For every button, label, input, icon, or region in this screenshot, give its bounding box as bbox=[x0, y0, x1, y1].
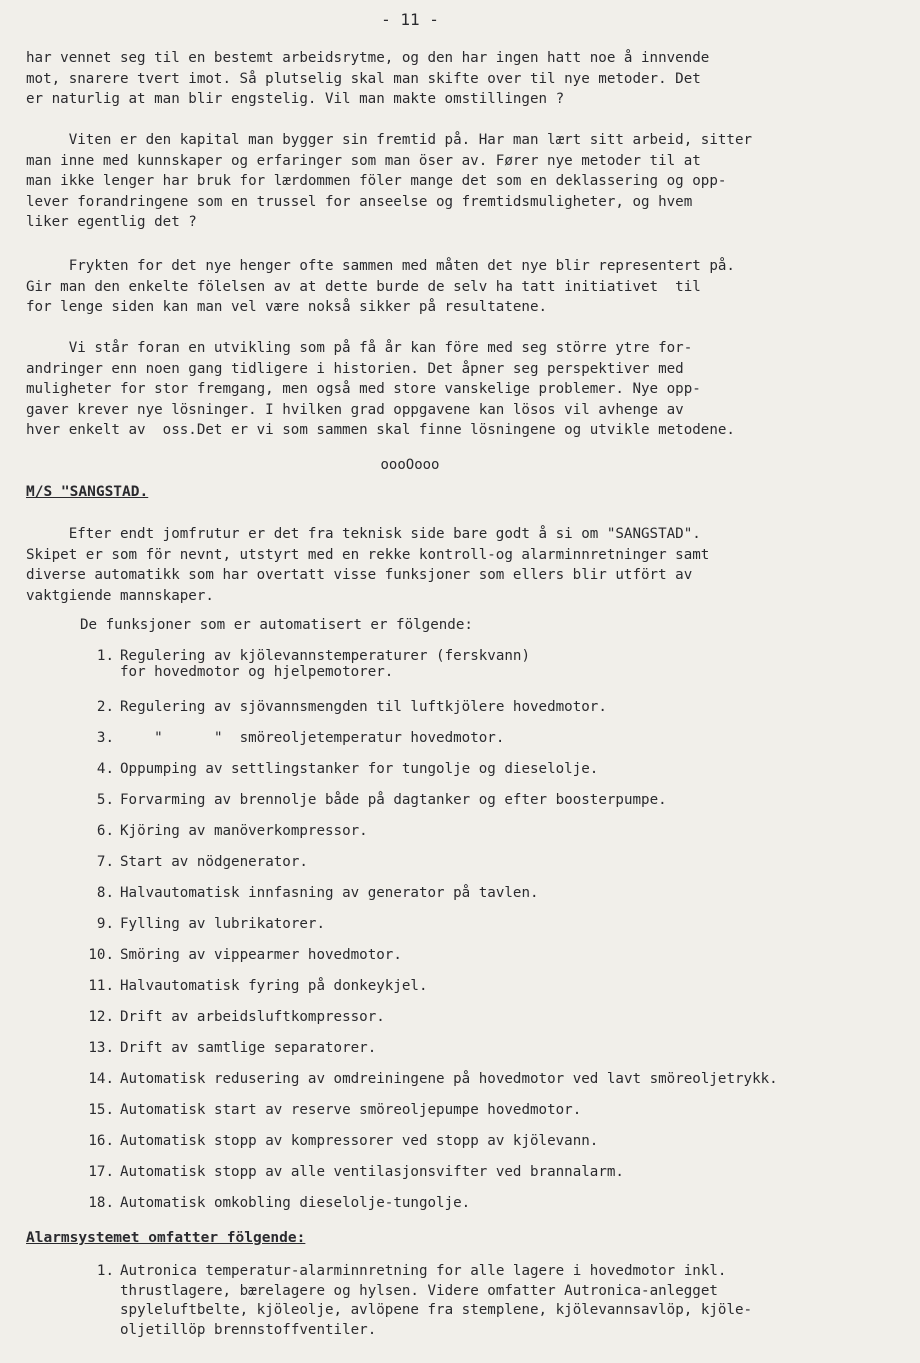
line: man ikke lenger har bruk for lærdommen föler mange det som en deklassering og opp- bbox=[26, 173, 727, 189]
item-text: Start av nödgenerator. bbox=[120, 854, 308, 870]
section-heading: M/S "SANGSTAD. bbox=[26, 484, 149, 500]
item-text: Forvarming av brennolje både på dagtanker og efter boosterpumpe. bbox=[120, 792, 667, 808]
item-text: Smöring av vippearmer hovedmotor. bbox=[120, 947, 402, 963]
item-text: Drift av arbeidsluftkompressor. bbox=[120, 1009, 385, 1025]
item-number: 17. bbox=[88, 1164, 114, 1180]
line: diverse automatikk som har overtatt visse funksjoner som ellers blir utfört av bbox=[26, 567, 693, 583]
item-number: 1. bbox=[96, 648, 114, 664]
line: Skipet er som för nevnt, utstyrt med en rekke kontroll-og alarminnretninger samt bbox=[26, 546, 710, 563]
item-number: 7. bbox=[96, 854, 114, 870]
page-number: - 11 - bbox=[381, 10, 439, 29]
section-separator: oooOooo bbox=[380, 457, 440, 473]
item-text: Oppumping av settlingstanker for tungolje og dieselolje. bbox=[120, 761, 599, 777]
item-text: Automatisk redusering av omdreiningene på hovedmotor ved lavt smöreoljetrykk. bbox=[120, 1071, 778, 1087]
list-intro: De funksjoner som er automatisert er fölgende: bbox=[80, 617, 473, 633]
alarm-heading: Alarmsystemet omfatter fölgende: bbox=[26, 1230, 306, 1246]
line: thrustlagere, bærelagere og hylsen. Videre omfatter Autronica-anlegget bbox=[120, 1282, 718, 1299]
line: oljetillöp brennstoffventiler. bbox=[120, 1321, 377, 1338]
paragraph-1 bbox=[26, 48, 906, 110]
item-text: Halvautomatisk innfasning av generator på tavlen. bbox=[120, 885, 539, 901]
list-item bbox=[80, 1195, 470, 1211]
line: for lenge siden kan man vel være nokså sikker på resultatene. bbox=[26, 299, 548, 315]
item-text: Halvautomatisk fyring på donkeykjel. bbox=[120, 978, 428, 994]
list-item bbox=[80, 978, 428, 994]
item-number: 12. bbox=[88, 1009, 114, 1025]
item-number: 4. bbox=[96, 761, 114, 777]
item-number: 10. bbox=[88, 947, 114, 963]
item-number: 14. bbox=[88, 1071, 114, 1087]
list-item bbox=[80, 947, 402, 963]
item-number: 15. bbox=[88, 1102, 114, 1118]
list-item bbox=[80, 730, 504, 746]
line: lever forandringene som en trussel for anseelse og fremtidsmuligheter, og hvem bbox=[26, 193, 693, 210]
item-text: Kjöring av manöverkompressor. bbox=[120, 823, 368, 839]
item-number: 1. bbox=[96, 1263, 114, 1279]
item-number: 5. bbox=[96, 792, 114, 808]
list-item bbox=[80, 1040, 376, 1056]
item-text: Automatisk stopp av alle ventilasjonsvifter ved brannalarm. bbox=[120, 1164, 624, 1180]
item-text bbox=[120, 1262, 752, 1340]
line: hver enkelt av oss.Det er vi som sammen skal finne lösningene og utvikle metodene. bbox=[26, 422, 735, 438]
line: er naturlig at man blir engstelig. Vil man makte omstillingen ? bbox=[26, 91, 565, 107]
paragraph-4 bbox=[26, 338, 906, 441]
list-item bbox=[80, 885, 539, 901]
line: har vennet seg til en bestemt arbeidsrytme, og den har ingen hatt noe å innvende bbox=[26, 50, 710, 66]
item-text-continuation: for hovedmotor og hjelpemotorer. bbox=[120, 664, 394, 680]
line: man inne med kunnskaper og erfaringer som man öser av. Fører nye metoder til at bbox=[26, 152, 701, 169]
line: muligheter for stor fremgang, men også med store vanskelige problemer. Nye opp- bbox=[26, 381, 701, 397]
item-text: Regulering av sjövannsmengden til luftkjölere hovedmotor. bbox=[120, 699, 607, 715]
list-item bbox=[80, 1071, 778, 1087]
line: Autronica temperatur-alarminnretning for alle lagere i hovedmotor inkl. bbox=[120, 1263, 727, 1279]
list-item bbox=[80, 854, 308, 870]
list-item bbox=[80, 648, 530, 680]
item-text: Fylling av lubrikatorer. bbox=[120, 916, 325, 932]
item-text: Automatisk start av reserve smöreoljepumpe hovedmotor. bbox=[120, 1102, 582, 1118]
paragraph-2 bbox=[26, 130, 906, 233]
line: gaver krever nye lösninger. I hvilken grad oppgavene kan lösos vil avhenge av bbox=[26, 401, 684, 418]
line: Efter endt jomfrutur er det fra teknisk side bare godt å si om "SANGSTAD". bbox=[26, 526, 701, 542]
line: liker egentlig det ? bbox=[26, 214, 197, 230]
alarm-item bbox=[80, 1262, 752, 1340]
list-item bbox=[80, 1133, 598, 1149]
item-number: 6. bbox=[96, 823, 114, 839]
list-item bbox=[80, 792, 667, 808]
item-number: 11. bbox=[88, 978, 114, 994]
list-item bbox=[80, 1102, 581, 1118]
list-item bbox=[80, 823, 368, 839]
list-item bbox=[80, 699, 607, 715]
list-item bbox=[80, 761, 598, 777]
item-text: Drift av samtlige separatorer. bbox=[120, 1040, 377, 1056]
line: Viten er den kapital man bygger sin fremtid på. Har man lært sitt arbeid, sitter bbox=[26, 132, 753, 148]
item-text: Regulering av kjölevannstemperaturer (ferskvann) bbox=[120, 648, 530, 664]
item-number: 16. bbox=[88, 1133, 114, 1149]
item-number: 3. bbox=[96, 730, 114, 746]
item-text: " " smöreoljetemperatur hovedmotor. bbox=[120, 730, 505, 746]
line: Gir man den enkelte fölelsen av at dette burde de selv ha tatt initiativet til bbox=[26, 278, 701, 295]
item-number: 13. bbox=[88, 1040, 114, 1056]
item-number: 18. bbox=[88, 1195, 114, 1211]
list-item bbox=[80, 1009, 385, 1025]
line: spyleluftbelte, kjöleolje, avlöpene fra stemplene, kjölevannsavlöp, kjöle- bbox=[120, 1302, 753, 1318]
item-text: Automatisk stopp av kompressorer ved stopp av kjölevann. bbox=[120, 1133, 599, 1149]
item-text: Automatisk omkobling dieselolje-tungolje. bbox=[120, 1195, 471, 1211]
item-number: 2. bbox=[96, 699, 114, 715]
item-number: 9. bbox=[96, 916, 114, 932]
section-paragraph bbox=[26, 524, 906, 606]
line: vaktgiende mannskaper. bbox=[26, 587, 214, 604]
line: mot, snarere tvert imot. Så plutselig skal man skifte over til nye metoder. Det bbox=[26, 70, 701, 87]
line: Frykten for det nye henger ofte sammen med måten det nye blir representert på. bbox=[26, 258, 735, 274]
list-item bbox=[80, 916, 325, 932]
list-item bbox=[80, 1164, 624, 1180]
line: Vi står foran en utvikling som på få år kan före med seg större ytre for- bbox=[26, 340, 693, 356]
paragraph-3 bbox=[26, 256, 906, 318]
item-number: 8. bbox=[96, 885, 114, 901]
line: andringer enn noen gang tidligere i historien. Det åpner seg perspektiver med bbox=[26, 360, 684, 377]
